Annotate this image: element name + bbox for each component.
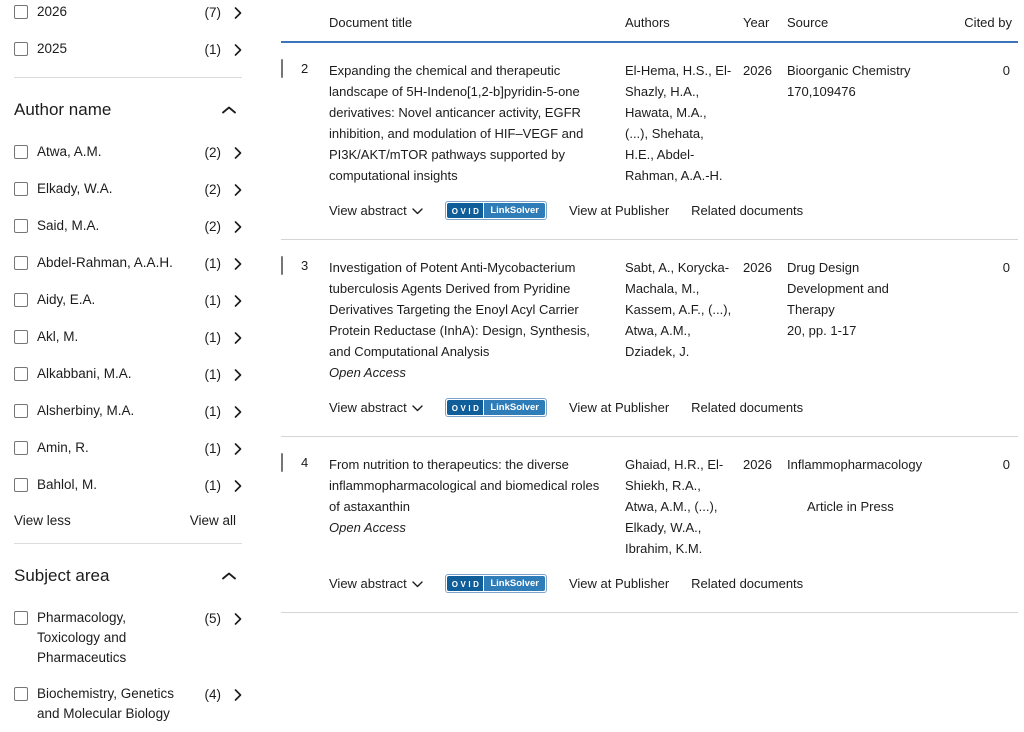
view-less-link[interactable]: View less — [14, 513, 71, 528]
chevron-right-icon[interactable] — [234, 147, 242, 159]
checkbox[interactable] — [14, 5, 28, 19]
facet-count: (5) — [204, 611, 221, 626]
ovid-logo: OVID — [447, 203, 484, 218]
document-title-link[interactable]: Investigation of Potent Anti-Mycobacterium tuberculosis Agents Derived from Pyridine Derivatives Targeting the Enoyl Acyl Carrier Protein Reductase (InhA): Design, Synthesis, and Computational Analysis Open Access — [329, 257, 625, 383]
sidebar-divider — [14, 543, 242, 544]
chevron-right-icon[interactable] — [234, 332, 242, 344]
checkbox[interactable] — [14, 687, 28, 701]
checkbox[interactable] — [14, 182, 28, 196]
document-title-link[interactable]: Expanding the chemical and therapeutic landscape of 5H-Indeno[1,2-b]pyridin-5-one derivatives: Novel anticancer activity, EGFR inhibition, and modulation of HIF–VEGF and PI3K/AKT/mTOR pathways supported by computational insights — [329, 63, 584, 183]
facet-item-author[interactable] — [14, 356, 242, 393]
article-in-press-label: Article in Press — [807, 499, 894, 514]
facet-label[interactable]: Aidy, E.A. — [37, 292, 96, 307]
facet-count: (1) — [204, 441, 221, 456]
authors-cell: Ghaiad, H.R., El-Shiekh, R.A., Atwa, A.M., (...), Elkady, W.A., Ibrahim, K.M. — [625, 457, 724, 556]
source-cell: Drug Design Development and Therapy 20, pp. 1-17 — [787, 260, 889, 338]
facet-label[interactable]: 2025 — [37, 41, 68, 56]
facet-label[interactable]: Alsherbiny, M.A. — [37, 403, 135, 418]
checkbox[interactable] — [14, 293, 28, 307]
facet-count: (1) — [204, 256, 221, 271]
facet-label[interactable]: Amin, R. — [37, 440, 89, 455]
column-header-source: Source — [787, 15, 829, 30]
facet-section-author-name[interactable] — [14, 87, 242, 134]
table-row — [281, 43, 1018, 240]
chevron-right-icon[interactable] — [234, 44, 242, 56]
facet-label[interactable]: Abdel-Rahman, A.A.H. — [37, 255, 173, 270]
facet-item-author[interactable] — [14, 319, 242, 356]
cited-by-cell: 0 — [1002, 63, 1010, 78]
chevron-right-icon[interactable] — [234, 480, 242, 492]
facet-item-author[interactable] — [14, 467, 242, 504]
cited-by-cell: 0 — [1002, 457, 1010, 472]
facet-item-author[interactable] — [14, 245, 242, 282]
linksolver-label: LinkSolver — [484, 400, 545, 415]
year-cell: 2026 — [743, 457, 772, 472]
table-header-row — [281, 0, 1018, 43]
facet-label[interactable]: Said, M.A. — [37, 218, 100, 233]
facet-item-subject[interactable] — [14, 676, 242, 732]
chevron-right-icon[interactable] — [234, 184, 242, 196]
facet-label[interactable]: Bahlol, M. — [37, 477, 98, 492]
facet-count: (2) — [204, 145, 221, 160]
chevron-right-icon[interactable] — [234, 406, 242, 418]
facet-section-title: Subject area — [14, 566, 110, 585]
facet-item-author[interactable] — [14, 393, 242, 430]
year-cell: 2026 — [743, 63, 772, 78]
chevron-down-icon — [412, 405, 423, 412]
facet-label[interactable]: Elkady, W.A. — [37, 181, 113, 196]
chevron-right-icon[interactable] — [234, 689, 242, 701]
checkbox[interactable] — [14, 367, 28, 381]
checkbox[interactable] — [14, 145, 28, 159]
view-abstract-button[interactable]: View abstract — [329, 576, 423, 591]
document-title-link[interactable]: From nutrition to therapeutics: the diverse inflammopharmacological and biomedical roles of astaxanthin Open Access — [329, 454, 625, 559]
chevron-right-icon[interactable] — [234, 443, 242, 455]
source-detail: 20, pp. 1-17 — [787, 323, 857, 338]
facet-section-subject-area[interactable] — [14, 553, 242, 600]
column-header-authors: Authors — [625, 15, 670, 30]
checkbox[interactable] — [14, 219, 28, 233]
ovid-linksolver-button[interactable] — [445, 398, 547, 417]
checkbox[interactable] — [14, 256, 28, 270]
table-row — [281, 437, 1018, 613]
ovid-linksolver-button[interactable] — [445, 574, 547, 593]
chevron-right-icon[interactable] — [234, 295, 242, 307]
chevron-down-icon — [412, 208, 423, 215]
view-abstract-button[interactable]: View abstract — [329, 400, 423, 415]
facet-item-year-2025[interactable] — [14, 31, 242, 68]
facet-count: (4) — [204, 687, 221, 702]
facet-item-author[interactable] — [14, 171, 242, 208]
result-number: 4 — [301, 455, 309, 470]
year-cell: 2026 — [743, 260, 772, 275]
row-actions — [329, 201, 1018, 239]
facet-count: (1) — [204, 478, 221, 493]
source-cell: Inflammopharmacology Article in Press — [787, 454, 945, 559]
facet-label[interactable]: Atwa, A.M. — [37, 144, 102, 159]
result-number: 3 — [301, 258, 309, 273]
open-access-label: Open Access — [329, 365, 406, 380]
facet-section-title: Author name — [14, 100, 112, 119]
row-actions — [329, 398, 1018, 436]
table-row — [281, 240, 1018, 437]
checkbox[interactable] — [14, 441, 28, 455]
facet-label[interactable]: Pharmacology, Toxicology and Pharmaceutics — [37, 610, 127, 665]
checkbox[interactable] — [14, 42, 28, 56]
facet-count: (1) — [204, 293, 221, 308]
view-all-link[interactable]: View all — [189, 513, 236, 528]
sidebar-divider — [14, 77, 242, 78]
column-header-cited-by: Cited by — [964, 15, 1012, 30]
facet-item-author[interactable] — [14, 430, 242, 467]
ovid-logo: OVID — [447, 576, 484, 591]
facet-count: (1) — [204, 404, 221, 419]
linksolver-label: LinkSolver — [484, 576, 545, 591]
facet-label[interactable]: 2026 — [37, 4, 68, 19]
checkbox[interactable] — [14, 478, 28, 492]
view-at-publisher-link[interactable]: View at Publisher — [568, 576, 670, 591]
chevron-up-icon[interactable] — [222, 572, 236, 580]
source-cell: Bioorganic Chemistry 170,109476 — [787, 63, 911, 99]
facet-item-author[interactable] — [14, 134, 242, 171]
chevron-right-icon[interactable] — [234, 221, 242, 233]
checkbox[interactable] — [281, 59, 283, 78]
facet-item-author[interactable] — [14, 282, 242, 319]
facet-count: (2) — [204, 219, 221, 234]
related-documents-link[interactable]: Related documents — [691, 400, 804, 415]
facet-sidebar — [0, 0, 258, 732]
facet-count: (7) — [204, 5, 221, 20]
view-at-publisher-link[interactable]: View at Publisher — [568, 203, 670, 218]
chevron-up-icon[interactable] — [222, 106, 236, 114]
checkbox[interactable] — [281, 256, 283, 275]
column-header-document-title: Document title — [329, 15, 413, 30]
related-documents-link[interactable]: Related documents — [691, 203, 804, 218]
checkbox[interactable] — [281, 453, 283, 472]
related-documents-link[interactable]: Related documents — [691, 576, 804, 591]
chevron-right-icon[interactable] — [234, 613, 242, 625]
results-table — [281, 0, 1018, 613]
chevron-right-icon[interactable] — [234, 258, 242, 270]
checkbox[interactable] — [14, 611, 28, 625]
chevron-down-icon — [412, 581, 423, 588]
authors-cell: El-Hema, H.S., El-Shazly, H.A., Hawata, M.A., (...), Shehata, H.E., Abdel-Rahman, A.A.-H. — [625, 63, 732, 183]
facet-item-author[interactable] — [14, 208, 242, 245]
result-number: 2 — [301, 61, 309, 76]
facet-label[interactable]: Biochemistry, Genetics and Molecular Biology — [37, 686, 175, 721]
row-actions — [329, 574, 1018, 612]
view-abstract-button[interactable]: View abstract — [329, 203, 423, 218]
authors-cell: Sabt, A., Korycka-Machala, M., Kassem, A.F., (...), Atwa, A.M., Dziadek, J. — [625, 260, 732, 359]
source-detail: 170,109476 — [787, 84, 856, 99]
facet-label[interactable]: Alkabbani, M.A. — [37, 366, 132, 381]
linksolver-label: LinkSolver — [484, 203, 545, 218]
facet-count: (1) — [204, 330, 221, 345]
facet-count: (2) — [204, 182, 221, 197]
column-header-year: Year — [743, 15, 770, 30]
chevron-right-icon[interactable] — [234, 7, 242, 19]
facet-count: (1) — [204, 42, 221, 57]
ovid-logo: OVID — [447, 400, 484, 415]
facet-item-year-2026[interactable] — [14, 0, 242, 31]
cited-by-cell: 0 — [1002, 260, 1010, 275]
open-access-label: Open Access — [329, 520, 406, 535]
chevron-right-icon[interactable] — [234, 369, 242, 381]
view-at-publisher-link[interactable]: View at Publisher — [568, 400, 670, 415]
checkbox[interactable] — [14, 330, 28, 344]
facet-item-subject[interactable] — [14, 600, 242, 676]
facet-label[interactable]: Akl, M. — [37, 329, 79, 344]
ovid-linksolver-button[interactable] — [445, 201, 547, 220]
facet-count: (1) — [204, 367, 221, 382]
checkbox[interactable] — [14, 404, 28, 418]
